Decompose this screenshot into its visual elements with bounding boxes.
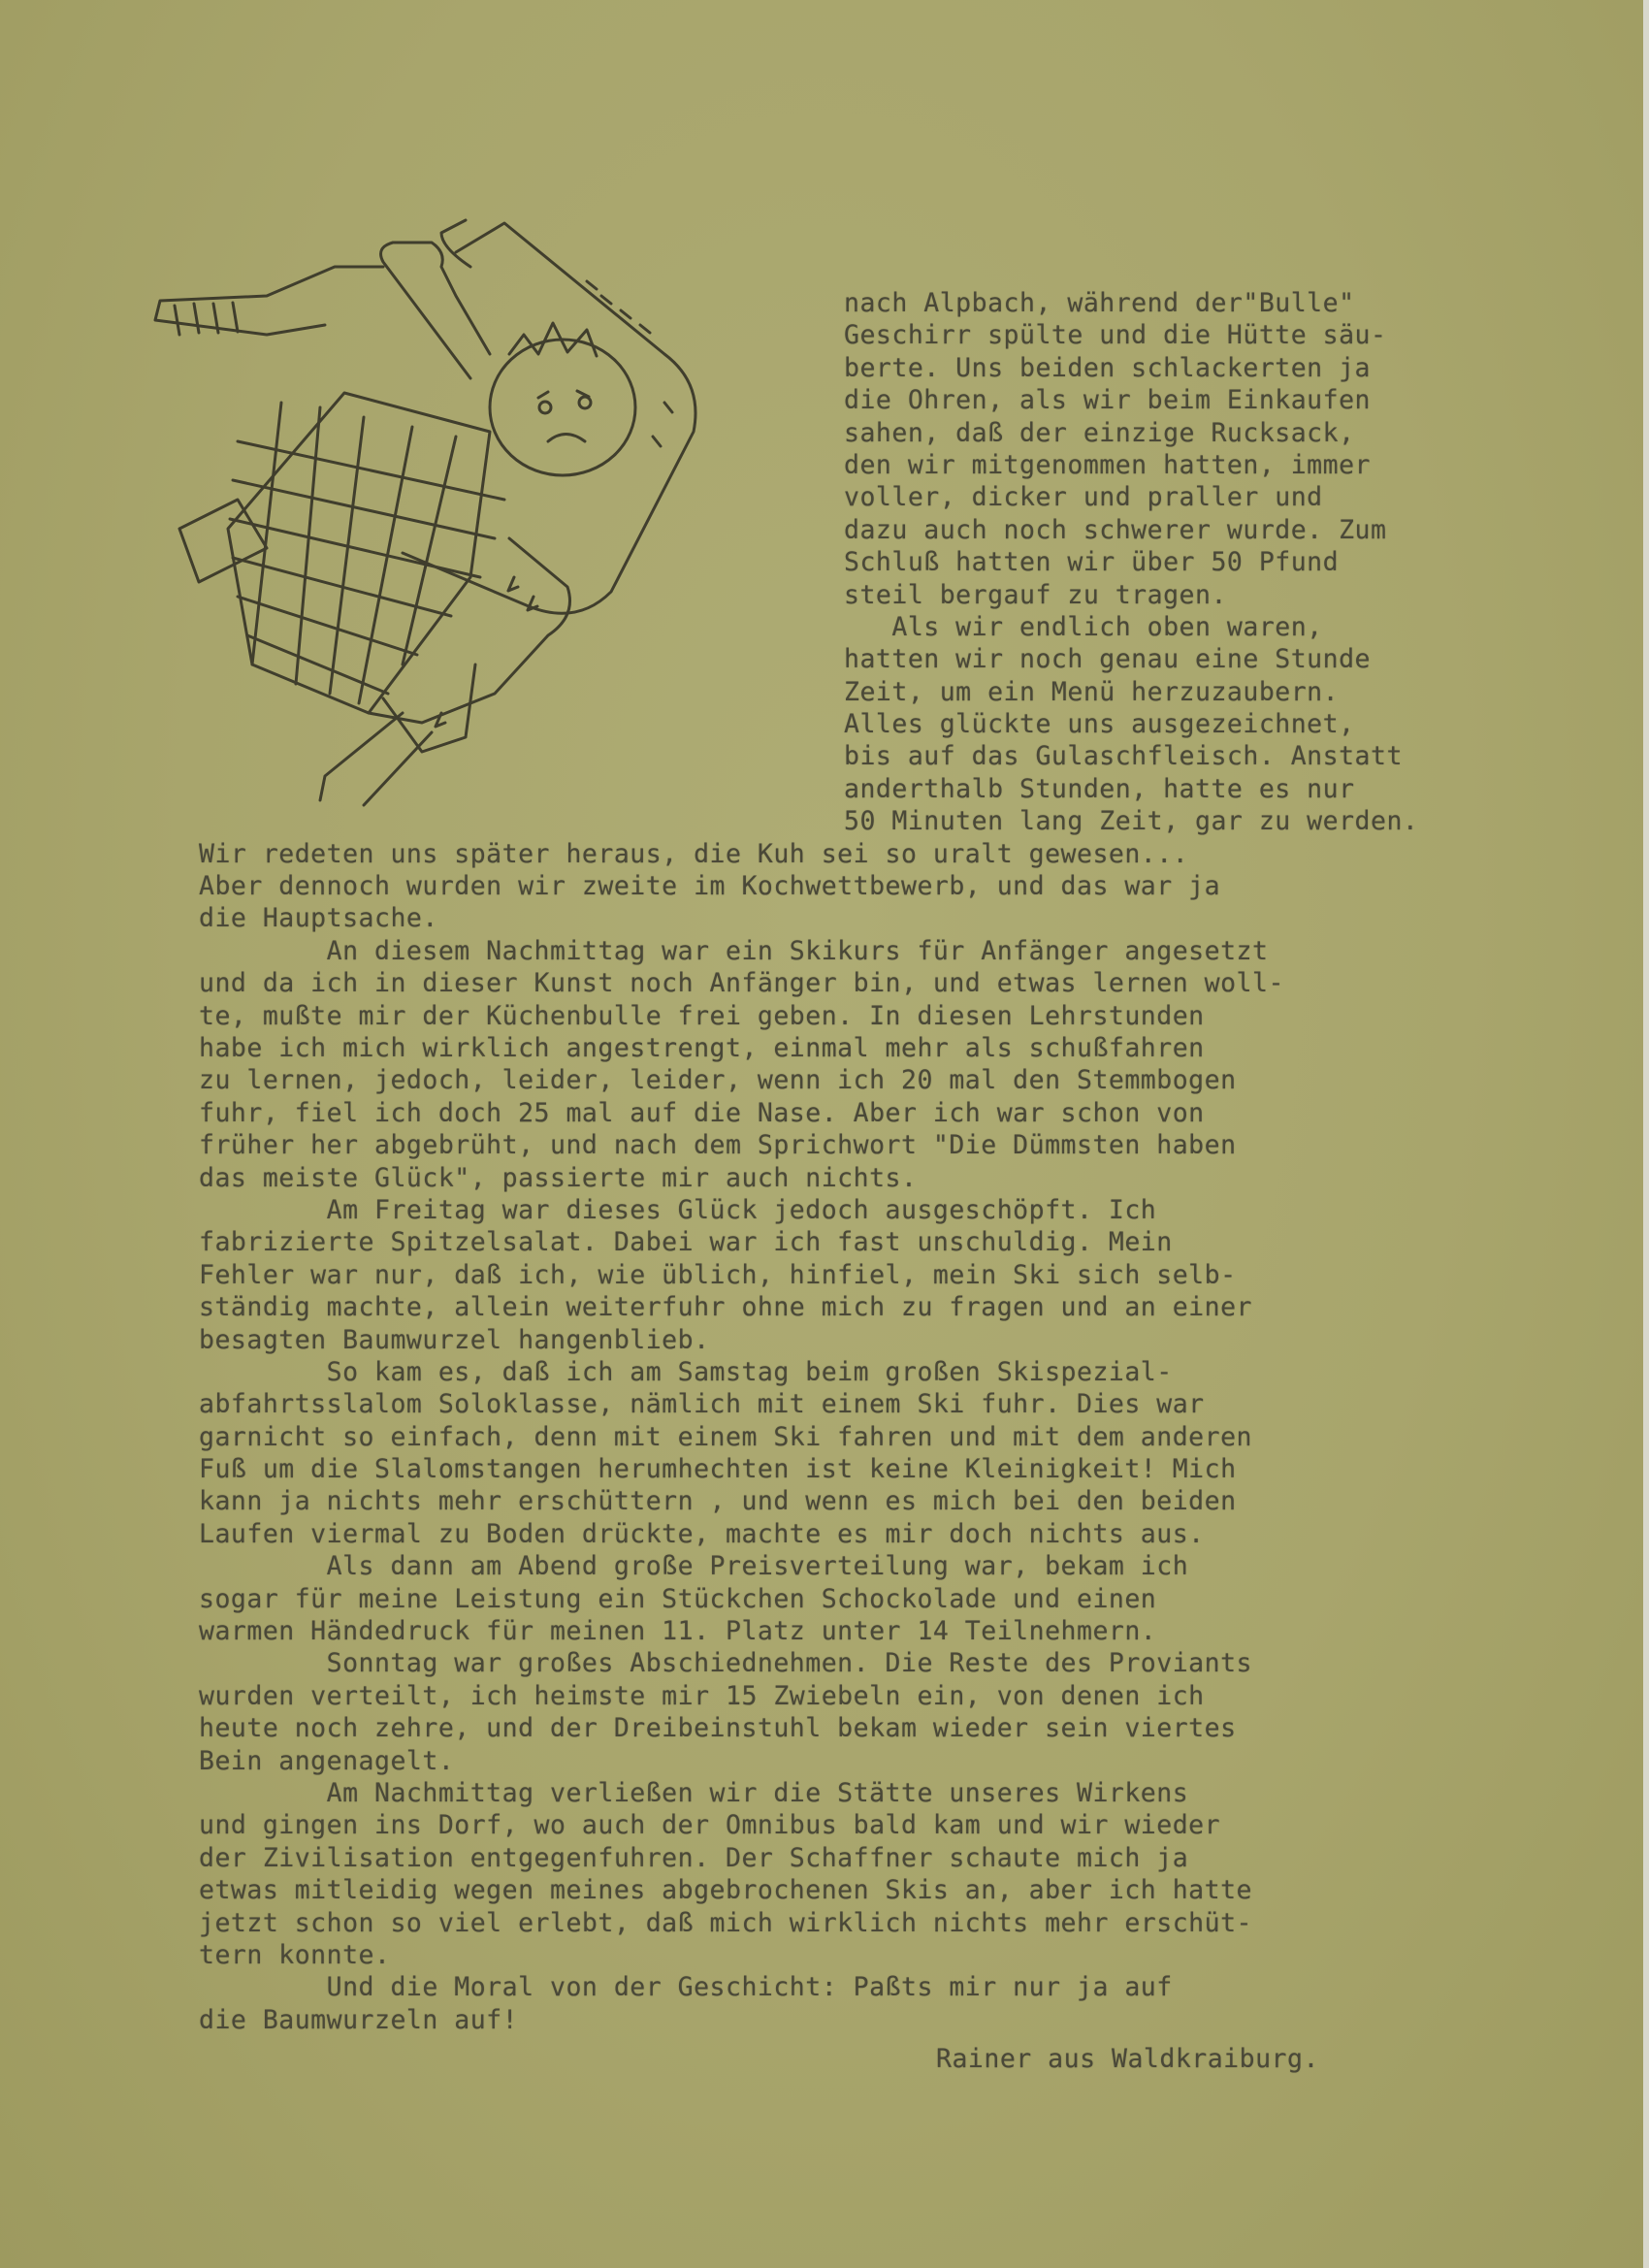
story-line: wurden verteilt, ich heimste mir 15 Zwiebeln ein, von denen ich (199, 1680, 1205, 1711)
story-line: habe ich mich wirklich angestrengt, einmal mehr als schußfahren (199, 1032, 1205, 1063)
story-line: Schluß hatten wir über 50 Pfund (844, 547, 1340, 578)
story-line: und gingen ins Dorf, wo auch der Omnibus bald kam und wir wieder (199, 1810, 1221, 1841)
story-line: jetzt schon so viel erlebt, daß mich wirklich nichts mehr erschüt- (199, 1907, 1252, 1938)
story-line: Fuß um die Slalomstangen herumhechten ist keine Kleinigkeit! Mich (199, 1454, 1237, 1485)
story-line: Am Nachmittag verließen wir die Stätte unseres Wirkens (199, 1777, 1189, 1808)
story-line: Aber dennoch wurden wir zweite im Kochwettbewerb, und das war ja (199, 871, 1221, 902)
story-line: Wir redeten uns später heraus, die Kuh sei so uralt gewesen... (199, 838, 1189, 869)
story-text (199, 287, 1576, 2036)
story-line: sogar für meine Leistung ein Stückchen Schockolade und einen (199, 1583, 1157, 1614)
story-line: So kam es, daß ich am Samstag beim großen Skispezial- (199, 1356, 1173, 1387)
story-line: Am Freitag war dieses Glück jedoch ausgeschöpft. Ich (199, 1194, 1157, 1225)
story-line: bis auf das Gulaschfleisch. Anstatt (844, 741, 1403, 772)
story-line: ständig machte, allein weiterfuhr ohne mich zu fragen und an einer (199, 1292, 1252, 1323)
story-line: anderthalb Stunden, hatte es nur (844, 773, 1355, 804)
story-line: Geschirr spülte und die Hütte säu- (844, 320, 1387, 351)
story-line: abfahrtsslalom Soloklasse, nämlich mit einem Ski fuhr. Dies war (199, 1389, 1205, 1420)
story-line: die Ohren, als wir beim Einkaufen (844, 385, 1371, 416)
story-line: nach Alpbach, während der"Bulle" (844, 288, 1355, 318)
story-line: berte. Uns beiden schlackerten ja (844, 352, 1371, 383)
story-line: hatten wir noch genau eine Stunde (844, 644, 1371, 675)
story-line: fabrizierte Spitzelsalat. Dabei war ich fast unschuldig. Mein (199, 1227, 1173, 1258)
story-line: die Hauptsache. (199, 903, 438, 934)
story-line: der Zivilisation entgegenfuhren. Der Schaffner schaute mich ja (199, 1842, 1189, 1873)
story-line: heute noch zehre, und der Dreibeinstuhl bekam wieder sein viertes (199, 1713, 1237, 1744)
story-line: Bein angenagelt. (199, 1745, 455, 1776)
story-line: steil bergauf zu tragen. (844, 579, 1227, 610)
scan-edge (1643, 0, 1649, 2268)
signature-line: Rainer aus Waldkraiburg. (936, 2044, 1319, 2074)
story-line: und da ich in dieser Kunst noch Anfänger bin, und etwas lernen woll- (199, 968, 1284, 999)
story-line: fuhr, fiel ich doch 25 mal auf die Nase. Aber ich war schon von (199, 1097, 1205, 1128)
signature (936, 2043, 1518, 2075)
story-line: tern konnte. (199, 1939, 391, 1970)
story-line: die Baumwurzeln auf! (199, 2004, 519, 2035)
story-line: etwas mitleidig wegen meines abgebrochenen Skis an, aber ich hatte (199, 1875, 1252, 1906)
story-line: voller, dicker und praller und (844, 482, 1323, 513)
story-line: Und die Moral von der Geschicht: Paßts mir nur ja auf (199, 1972, 1173, 2003)
story-line: Als wir endlich oben waren, (844, 611, 1323, 642)
story-line: Laufen viermal zu Boden drückte, machte es mir doch nichts aus. (199, 1518, 1205, 1549)
story-line: zu lernen, jedoch, leider, leider, wenn ich 20 mal den Stemmbogen (199, 1065, 1237, 1096)
story-line: Zeit, um ein Menü herzuzaubern. (844, 676, 1340, 707)
story-line: Alles glückte uns ausgezeichnet, (844, 709, 1355, 740)
story-line: An diesem Nachmittag war ein Skikurs für Anfänger angesetzt (199, 935, 1269, 966)
story-line: den wir mitgenommen hatten, immer (844, 449, 1371, 480)
story-line: Sonntag war großes Abschiednehmen. Die Reste des Proviants (199, 1648, 1252, 1679)
story-line: kann ja nichts mehr erschüttern , und wenn es mich bei den beiden (199, 1486, 1237, 1517)
story-line: das meiste Glück", passierte mir auch nichts. (199, 1162, 918, 1193)
story-line: warmen Händedruck für meinen 11. Platz unter 14 Teilnehmern. (199, 1616, 1157, 1647)
story-line: früher her abgebrüht, und nach dem Sprichwort "Die Dümmsten haben (199, 1130, 1237, 1161)
story-line: garnicht so einfach, denn mit einem Ski fahren und mit dem anderen (199, 1421, 1252, 1452)
story-line: te, mußte mir der Küchenbulle frei geben. In diesen Lehrstunden (199, 1000, 1205, 1031)
story-line: Fehler war nur, daß ich, wie üblich, hinfiel, mein Ski sich selb- (199, 1259, 1237, 1290)
story-line: dazu auch noch schwerer wurde. Zum (844, 514, 1387, 545)
story-line: besagten Baumwurzel hangenblieb. (199, 1324, 710, 1355)
story-line: sahen, daß der einzige Rucksack, (844, 417, 1355, 448)
story-line: 50 Minuten lang Zeit, gar zu werden. (844, 806, 1419, 837)
story-line: Als dann am Abend große Preisverteilung war, bekam ich (199, 1551, 1189, 1582)
